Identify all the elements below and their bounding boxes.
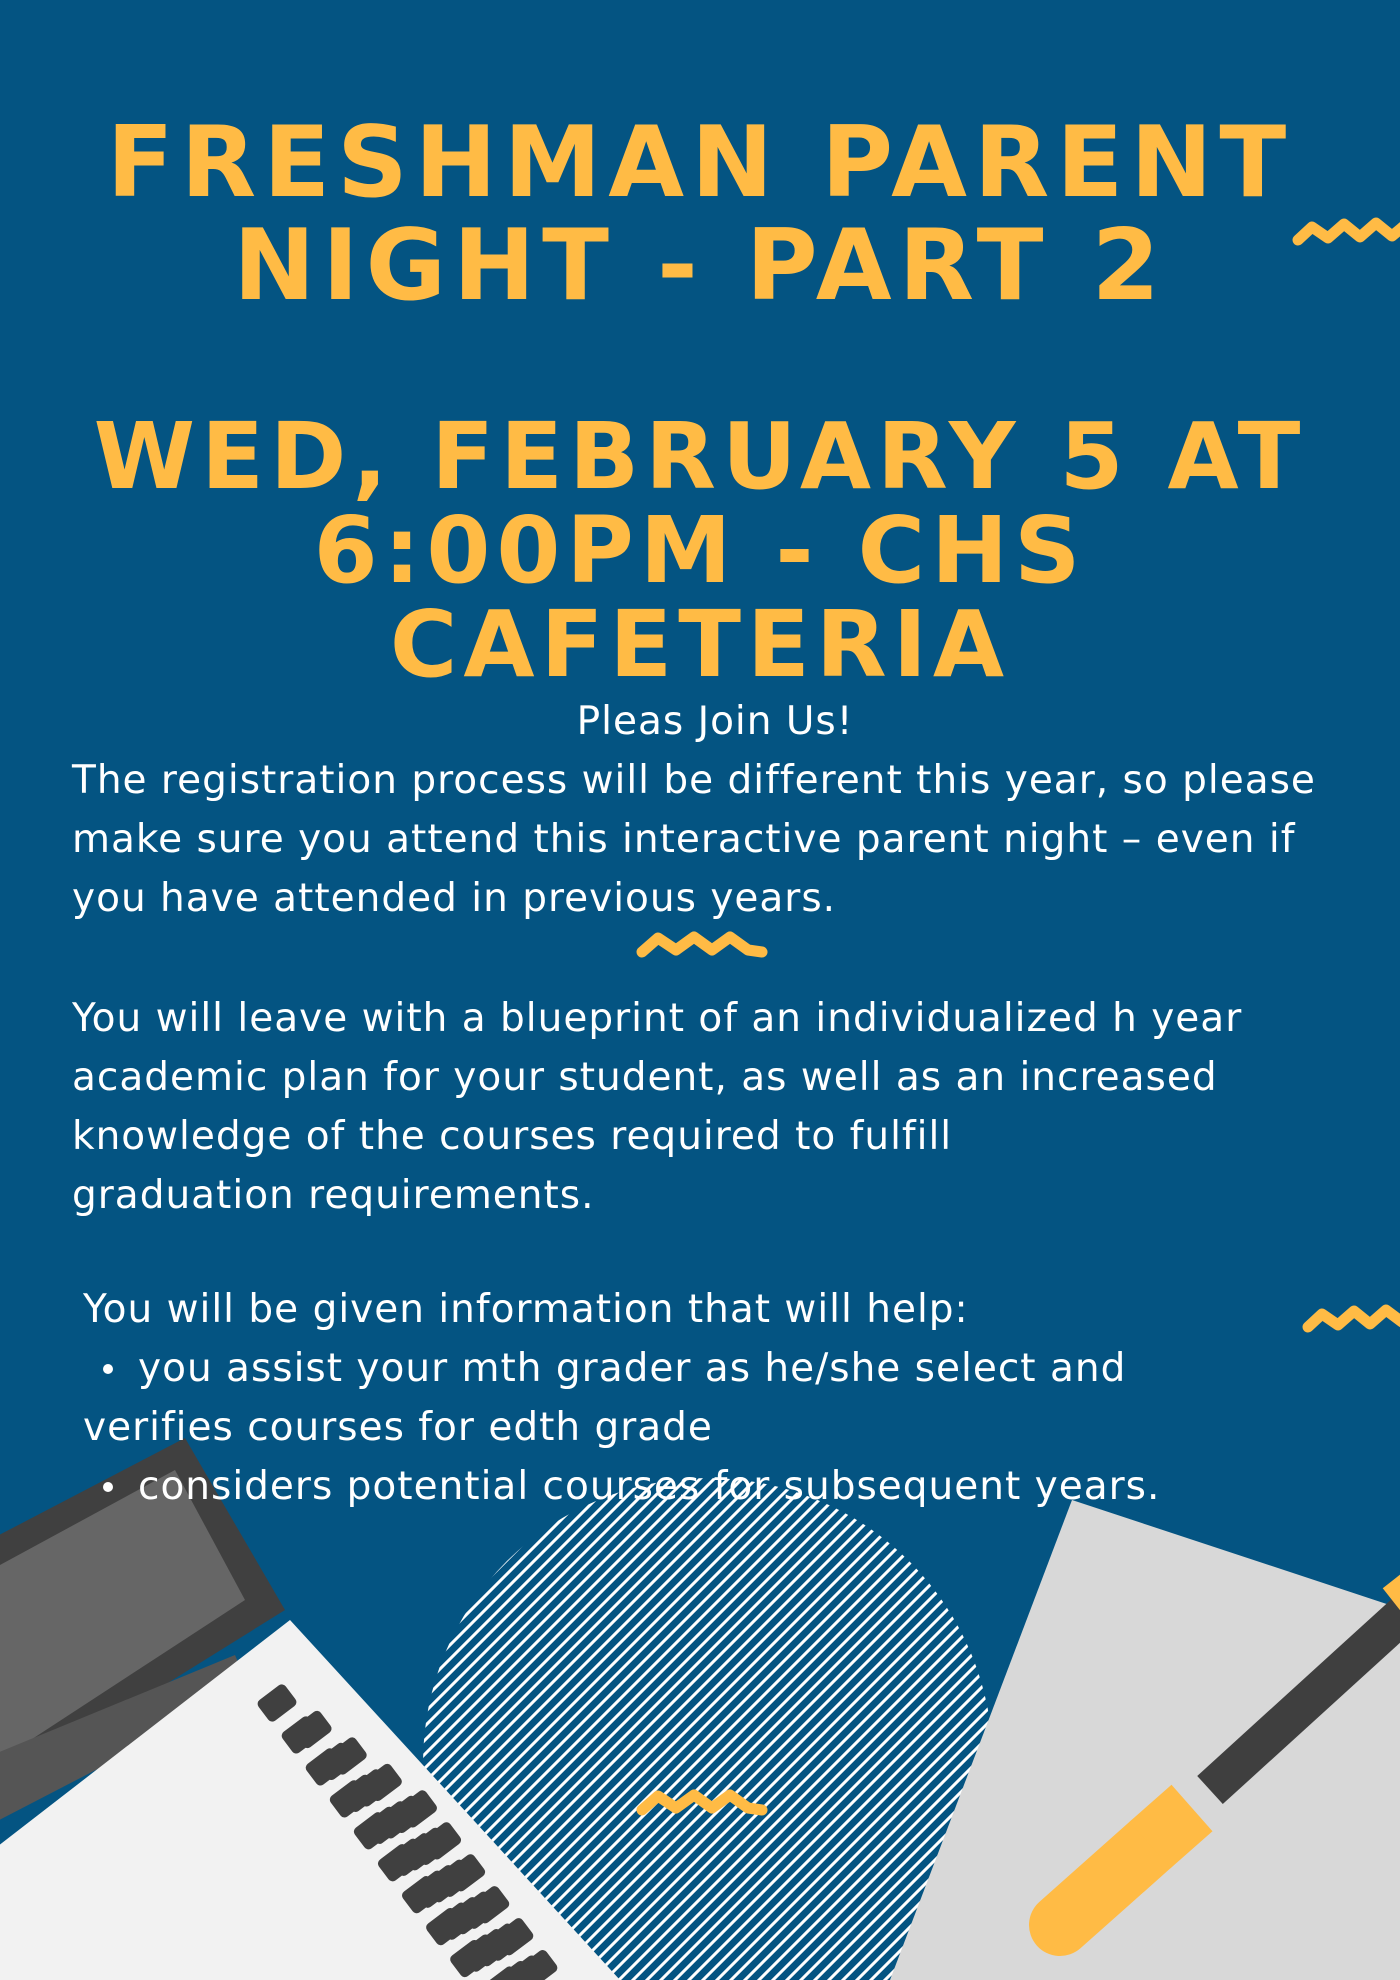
event-date-location (0, 403, 1400, 698)
bullet-item-1-line-1: you assist your mth grader as he/she select and (138, 1346, 1127, 1391)
paragraph-line: You will leave with a blueprint of an individualized h year (72, 996, 1243, 1041)
event-title-line-2: NIGHT - PART 2 (233, 209, 1167, 323)
bullet-item-1-line-2: verifies courses for edth grade (83, 1405, 713, 1450)
event-title-line-1: FRESHMAN PARENT (106, 106, 1294, 220)
invite-heading: Pleas Join Us! (576, 699, 854, 744)
paragraph-line: knowledge of the courses required to fulfill (72, 1114, 953, 1159)
blueprint-paragraph (72, 989, 1372, 1225)
help-intro: You will be given information that will help: (83, 1287, 969, 1332)
paragraph-line: you have attended in previous years. (72, 876, 837, 921)
paragraph-line: The registration process will be different this year, so please (72, 758, 1316, 803)
bullet-item-2-line-1: considers potential courses for subsequent years. (138, 1464, 1161, 1509)
laptop-illustration-icon (0, 1438, 632, 1980)
paragraph-line: academic plan for your student, as well as an increased (72, 1055, 1218, 1100)
paragraph-line: make sure you attend this interactive parent night – even if (72, 817, 1296, 862)
paragraph-line: graduation requirements. (72, 1173, 595, 1218)
registration-paragraph (72, 751, 1372, 928)
event-title (0, 106, 1400, 323)
zigzag-squiggle-icon (642, 937, 762, 952)
event-date-line: WED, FEBRUARY 5 AT (93, 403, 1307, 510)
bullet-dot (103, 1364, 113, 1374)
notebook-illustration-icon (890, 1500, 1400, 1980)
bullet-dot (103, 1482, 113, 1492)
event-location-line: 6:00PM - CHS CAFETERIA (313, 497, 1087, 698)
